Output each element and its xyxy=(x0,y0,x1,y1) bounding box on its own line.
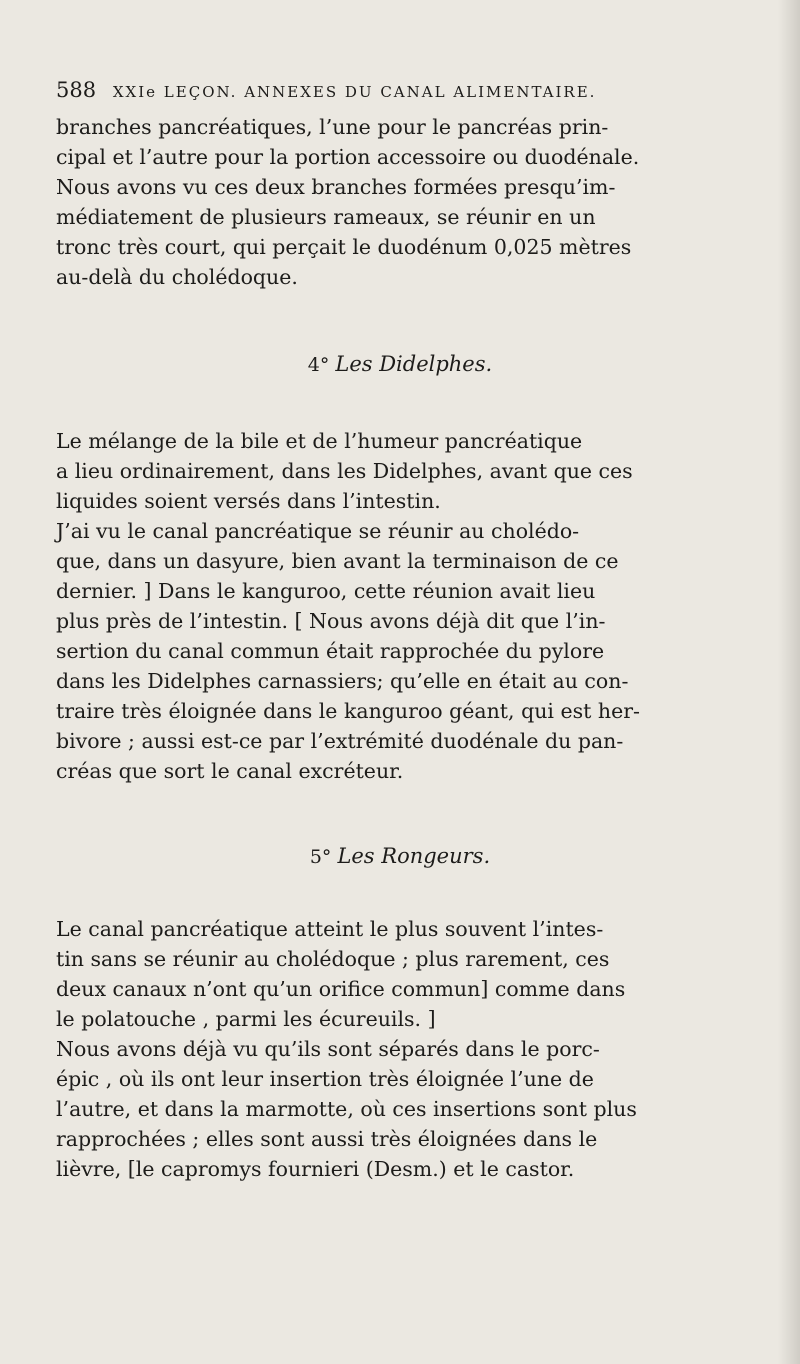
paragraph-block-3 xyxy=(56,914,778,1184)
section-heading-4 xyxy=(0,352,800,376)
text-line: que, dans un dasyure, bien avant la terminaison de ce xyxy=(56,549,619,573)
text-line: l’autre, et dans la marmotte, où ces insertions sont plus xyxy=(56,1097,637,1121)
heading-number: 4° xyxy=(307,354,330,376)
text-line: le polatouche , parmi les écureuils. ] xyxy=(56,1007,436,1031)
running-header xyxy=(56,78,756,102)
heading-title: Les Didelphes. xyxy=(335,352,493,376)
text-line: branches pancréatiques, l’une pour le pancréas prin- xyxy=(56,115,609,139)
text-line: a lieu ordinairement, dans les Didelphes, avant que ces xyxy=(56,459,633,483)
running-title: XXIe LEÇON. ANNEXES DU CANAL ALIMENTAIRE. xyxy=(112,83,597,101)
text-line: deux canaux n’ont qu’un orifice commun] comme dans xyxy=(56,977,626,1001)
text-line: bivore ; aussi est-ce par l’extrémité duodénale du pan- xyxy=(56,729,624,753)
text-line: Le canal pancréatique atteint le plus souvent l’intes- xyxy=(56,917,604,941)
text-line: lièvre, [le capromys fournieri (Desm.) et le castor. xyxy=(56,1157,575,1181)
text-line: Nous avons déjà vu qu’ils sont séparés dans le porc- xyxy=(56,1037,600,1061)
text-line: traire très éloignée dans le kanguroo géant, qui est her- xyxy=(56,699,640,723)
page-edge-shadow xyxy=(778,0,800,1364)
text-line: médiatement de plusieurs rameaux, se réunir en un xyxy=(56,205,596,229)
text-line: cipal et l’autre pour la portion accessoire ou duodénale. xyxy=(56,145,640,169)
text-line: dans les Didelphes carnassiers; qu’elle en était au con- xyxy=(56,669,629,693)
text-line: créas que sort le canal excréteur. xyxy=(56,759,404,783)
text-line: dernier. ] Dans le kanguroo, cette réunion avait lieu xyxy=(56,579,596,603)
text-line: tin sans se réunir au cholédoque ; plus rarement, ces xyxy=(56,947,610,971)
text-line: Nous avons vu ces deux branches formées presqu’im- xyxy=(56,175,616,199)
text-line: sertion du canal commun était rapprochée du pylore xyxy=(56,639,605,663)
text-line: tronc très court, qui perçait le duodénum 0,025 mètres xyxy=(56,235,632,259)
text-line: épic , où ils ont leur insertion très éloignée l’une de xyxy=(56,1067,594,1091)
section-heading-5 xyxy=(0,844,800,868)
paragraph-block-2 xyxy=(56,426,778,786)
text-line: Le mélange de la bile et de l’humeur pancréatique xyxy=(56,429,583,453)
heading-number: 5° xyxy=(309,846,332,868)
text-line: plus près de l’intestin. [ Nous avons déjà dit que l’in- xyxy=(56,609,606,633)
text-line: J’ai vu le canal pancréatique se réunir au cholédo- xyxy=(56,519,580,543)
heading-title: Les Rongeurs. xyxy=(337,844,491,868)
text-line: rapprochées ; elles sont aussi très éloignées dans le xyxy=(56,1127,598,1151)
text-line: liquides soient versés dans l’intestin. xyxy=(56,489,441,513)
text-line: au-delà du cholédoque. xyxy=(56,265,298,289)
paragraph-block-1 xyxy=(56,112,778,292)
page-number: 588 xyxy=(56,78,97,102)
